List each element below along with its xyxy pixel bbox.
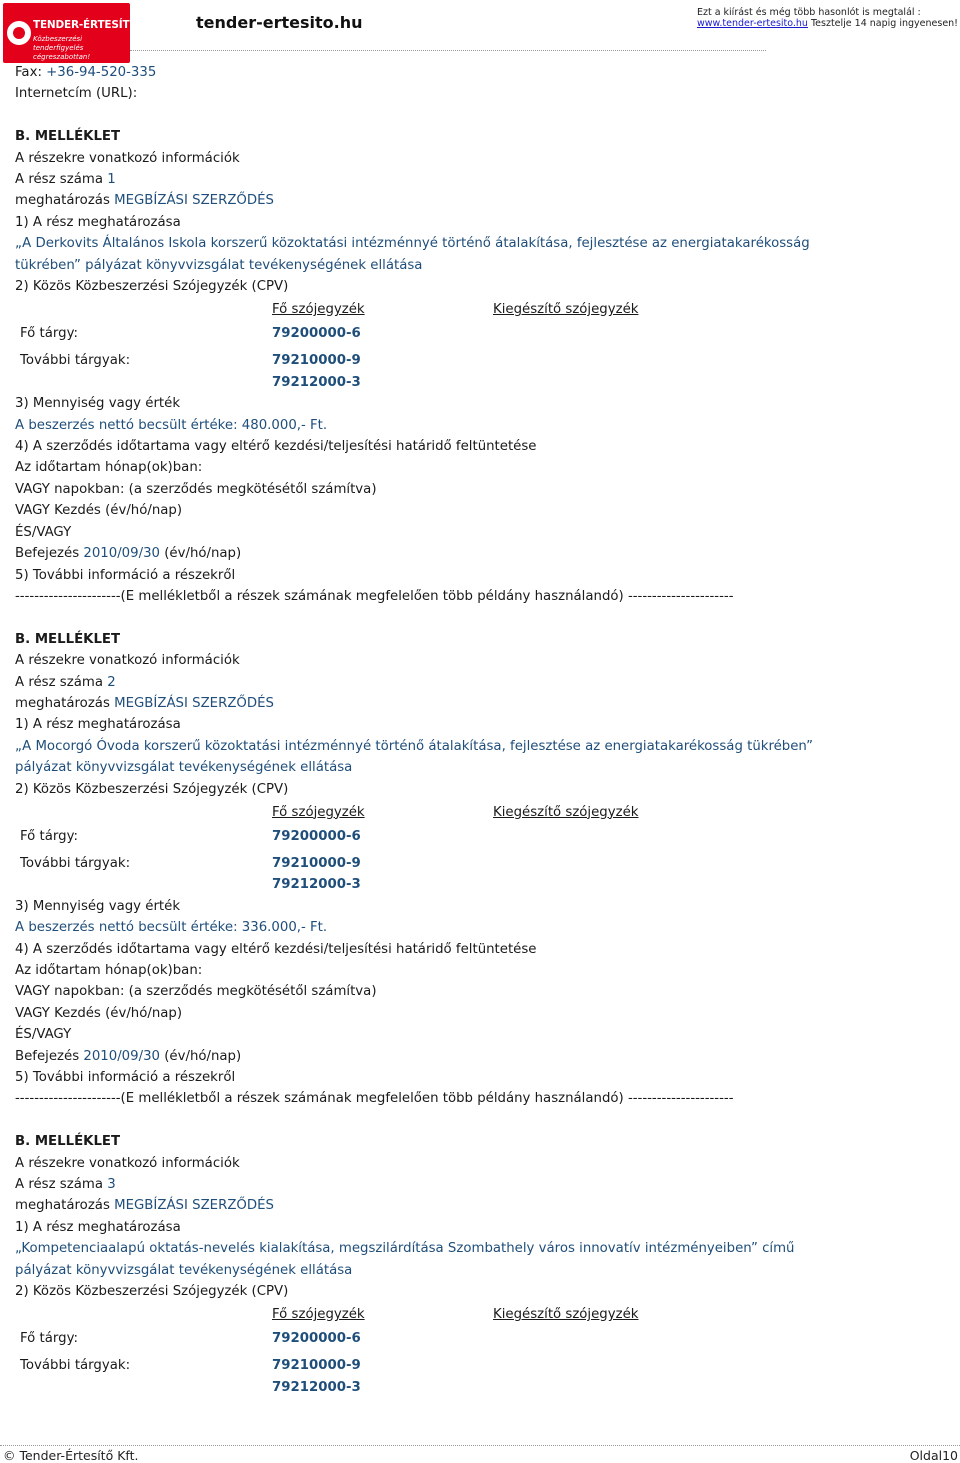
- designation-line: [15, 693, 945, 714]
- fax-label: Fax:: [15, 65, 47, 80]
- cpv-table: [15, 297, 643, 393]
- logo-name: TENDER-ÉRTESÍTŐ.hu: [33, 19, 157, 31]
- estimated-value: A beszerzés nettó becsült értéke: 336.000,- Ft.: [15, 920, 328, 936]
- part-details: [15, 393, 945, 628]
- end-date-label: Befejezés: [15, 1048, 84, 1064]
- site-logo[interactable]: [3, 3, 157, 63]
- url-label: Internetcím (URL):: [15, 86, 138, 102]
- additional-cpv-code: 79212000-3: [272, 877, 361, 893]
- cpv-table: [15, 800, 643, 896]
- annex-part: [15, 126, 945, 629]
- part-details: [15, 896, 945, 1131]
- section-2-heading: 2) Közös Közbeszerzési Szójegyzék (CPV): [15, 1284, 289, 1300]
- part-description-line-2: pályázat könyvvizsgálat tevékenységének ellátása: [15, 1262, 353, 1278]
- main-cpv-code: 79200000-6: [272, 828, 361, 844]
- logo-tagline: Közbeszerzési tenderfigyelés cégreszabottan!: [33, 35, 91, 61]
- site-name: tender-ertesito.hu: [196, 13, 363, 32]
- part-number-label: A rész száma: [15, 1177, 108, 1193]
- section-1-heading: 1) A rész meghatározása: [15, 717, 181, 733]
- part-number-line: [15, 1174, 945, 1195]
- cpv-supp-vocab-header: Kiegészítő szójegyzék: [493, 302, 639, 318]
- annex-title: B. MELLÉKLET: [15, 1134, 121, 1150]
- section-4-heading: 4) A szerződés időtartama vagy eltérő kezdési/teljesítési határidő feltüntetése: [15, 941, 537, 957]
- part-number-line: [15, 672, 945, 693]
- fax-line: [15, 62, 945, 83]
- additional-cpv-codes: [267, 850, 488, 896]
- additional-objects-label: További tárgyak:: [20, 1358, 131, 1374]
- start-date-label: VAGY Kezdés (év/hó/nap): [15, 503, 183, 519]
- part-number-label: A rész száma: [15, 674, 108, 690]
- end-date-format: (év/hó/nap): [160, 1048, 242, 1064]
- main-cpv-code: 79200000-6: [272, 1331, 361, 1347]
- part-number: 1: [107, 172, 116, 188]
- start-date-label: VAGY Kezdés (év/hó/nap): [15, 1005, 183, 1021]
- parts-info-heading: A részekre vonatkozó információk: [15, 1155, 240, 1171]
- part-description-line-1: „Kompetenciaalapú oktatás-nevelés kialakítása, megszilárdítása Szombathely város innovatív intézményeiben” című: [15, 1241, 795, 1257]
- additional-cpv-codes: [267, 1352, 488, 1398]
- and-or-label: ÉS/VAGY: [15, 1027, 72, 1043]
- additional-cpv-code: 79212000-3: [272, 374, 361, 390]
- additional-cpv-code: 79210000-9: [272, 353, 361, 369]
- annex-part: [15, 1131, 945, 1398]
- cpv-main-vocab-header: Fő szójegyzék: [272, 804, 365, 820]
- main-object-label: Fő tárgy:: [20, 828, 78, 844]
- end-date-format: (év/hó/nap): [160, 546, 242, 562]
- estimated-value: A beszerzés nettó becsült értéke: 480.000,- Ft.: [15, 417, 328, 433]
- annex-title: B. MELLÉKLET: [15, 631, 121, 647]
- promo-link[interactable]: www.tender-ertesito.hu: [696, 18, 808, 29]
- additional-objects-label: További tárgyak:: [20, 855, 131, 871]
- designation-label: meghatározás: [15, 1198, 115, 1214]
- section-2-heading: 2) Közös Közbeszerzési Szójegyzék (CPV): [15, 279, 289, 295]
- additional-cpv-codes: [267, 347, 488, 393]
- additional-cpv-code: 79210000-9: [272, 1358, 361, 1374]
- promo-text: [697, 7, 958, 29]
- section-4-heading: 4) A szerződés időtartama vagy eltérő kezdési/teljesítési határidő feltüntetése: [15, 439, 537, 455]
- promo-line-1: Ezt a kiírást és még több hasonlót is megtalál :: [696, 7, 921, 18]
- section-5-heading: 5) További információ a részekről: [15, 567, 236, 583]
- footer-divider: [0, 1445, 960, 1446]
- contract-type: MEGBÍZÁSI SZERZŐDÉS: [114, 695, 274, 711]
- annex-title: B. MELLÉKLET: [15, 129, 121, 145]
- annex-part: [15, 629, 945, 1132]
- fax-value: +36-94-520-335: [46, 65, 157, 80]
- annex-separator: ----------------------(E mellékletből a részek számának megfelelően több példány használandó) ----------------------: [15, 588, 734, 604]
- page-header: [0, 0, 960, 64]
- cpv-supp-vocab-header: Kiegészítő szójegyzék: [493, 1307, 639, 1323]
- designation-label: meghatározás: [15, 193, 115, 209]
- cpv-supp-vocab-header: Kiegészítő szójegyzék: [493, 804, 639, 820]
- footer-page-number: Oldal10: [909, 1448, 958, 1463]
- duration-months-label: Az időtartam hónap(ok)ban:: [15, 963, 203, 978]
- part-description-line-1: „A Derkovits Általános Iskola korszerű közoktatási intézménnyé történő átalakítása, fejlesztése az energiatakarékosság: [15, 236, 810, 252]
- main-cpv-code: 79200000-6: [272, 326, 361, 342]
- footer-copyright: © Tender-Értesítő Kft.: [3, 1448, 139, 1463]
- part-description-line-1: „A Mocorgó Óvoda korszerű közoktatási intézménnyé történő átalakítása, fejlesztése az energiatakarékosság tükrében”: [15, 738, 814, 754]
- cpv-main-vocab-header: Fő szójegyzék: [272, 1307, 365, 1323]
- and-or-label: ÉS/VAGY: [15, 524, 72, 540]
- document-body: [15, 62, 945, 1398]
- cpv-table: [15, 1302, 643, 1398]
- additional-cpv-code: 79210000-9: [272, 855, 361, 871]
- contract-type: MEGBÍZÁSI SZERZŐDÉS: [114, 1198, 274, 1214]
- end-date-line: [15, 1046, 945, 1067]
- section-2-heading: 2) Közös Közbeszerzési Szójegyzék (CPV): [15, 781, 289, 797]
- parts-info-heading: A részekre vonatkozó információk: [15, 150, 240, 166]
- end-date-label: Befejezés: [15, 546, 84, 562]
- logo-target-icon: [7, 21, 31, 45]
- section-1-heading: 1) A rész meghatározása: [15, 214, 181, 230]
- annex-separator: ----------------------(E mellékletből a részek számának megfelelően több példány használandó) ----------------------: [15, 1091, 734, 1107]
- end-date: 2010/09/30: [83, 546, 160, 562]
- additional-cpv-code: 79212000-3: [272, 1379, 361, 1395]
- parts-info-heading: A részekre vonatkozó információk: [15, 653, 240, 669]
- part-number-label: A rész száma: [15, 172, 108, 188]
- duration-days-label: VAGY napokban: (a szerződés megkötésétől számítva): [15, 481, 377, 497]
- duration-days-label: VAGY napokban: (a szerződés megkötésétől számítva): [15, 984, 377, 1000]
- designation-line: [15, 190, 945, 211]
- end-date-line: [15, 543, 945, 564]
- part-description-line-2: tükrében” pályázat könyvvizsgálat tevékenységének ellátása: [15, 257, 423, 273]
- duration-months-label: Az időtartam hónap(ok)ban:: [15, 460, 203, 476]
- promo-line-2: Tesztelje 14 napig ingyenesen!: [807, 18, 958, 29]
- parts-list: [15, 126, 945, 1398]
- contract-type: MEGBÍZÁSI SZERZŐDÉS: [114, 193, 274, 209]
- end-date: 2010/09/30: [83, 1048, 160, 1064]
- section-3-heading: 3) Mennyiség vagy érték: [15, 396, 181, 412]
- part-number: 3: [107, 1177, 116, 1193]
- part-number-line: [15, 169, 945, 190]
- cpv-main-vocab-header: Fő szójegyzék: [272, 302, 365, 318]
- section-3-heading: 3) Mennyiség vagy érték: [15, 898, 181, 914]
- designation-line: [15, 1195, 945, 1216]
- section-5-heading: 5) További információ a részekről: [15, 1070, 236, 1086]
- header-divider: [130, 50, 766, 51]
- main-object-label: Fő tárgy:: [20, 1331, 78, 1347]
- main-object-label: Fő tárgy:: [20, 326, 78, 342]
- section-1-heading: 1) A rész meghatározása: [15, 1219, 181, 1235]
- additional-objects-label: További tárgyak:: [20, 353, 131, 369]
- designation-label: meghatározás: [15, 695, 115, 711]
- part-description-line-2: pályázat könyvvizsgálat tevékenységének ellátása: [15, 760, 353, 776]
- part-number: 2: [107, 674, 116, 690]
